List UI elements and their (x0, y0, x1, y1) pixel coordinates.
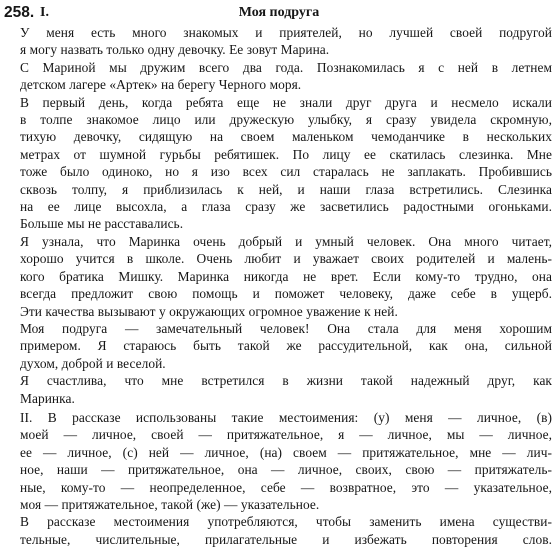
text-line: кого братика Мишку. Маринка никогда не врет. Если кому-то трудно, она (20, 268, 552, 284)
text-line: ные, кому-то — неопределенное, себе — возвратное, это — указательное, (20, 479, 552, 495)
part-one-marker: I. (40, 5, 49, 20)
text-line: метрах от шумной гурьбы ребятишек. По лицу ее скатилась слезинка. Мне (20, 146, 552, 162)
text-line: Эти качества вызывают у окружающих огромное уважение к ней. (20, 303, 398, 319)
text-line: В рассказе местоимения употребляются, чтобы заменить имена существи- (20, 514, 552, 530)
text-line: детском лагере «Артек» на берегу Черного моря. (20, 77, 302, 93)
text-line: хорошо учится в школе. Очень любит и уважает своих родителей и малень- (20, 251, 552, 267)
text-line: всегда предложит свою помощь и поможет человеку, даже себе в ущерб. (20, 286, 552, 302)
text-line: в толпе знакомое лицо или дружескую улыбку, я сразу увидела скромную, (20, 112, 552, 128)
text-line: духом, доброй и веселой. (20, 355, 166, 371)
exercise-body (20, 24, 552, 548)
exercise-header (4, 4, 554, 24)
text-line: тоже было одиноко, но я изо всех сил старалась не заплакать. Пробившись (20, 164, 552, 180)
text-line: моя — притяжательное, такой (же) — указательное. (20, 496, 320, 512)
text-line: примером. Я стараюсь быть такой же рассудительной, как она, сильной (20, 338, 552, 354)
text-line: Я счастлива, что мне встретился в жизни такой надежный друг, как (20, 373, 552, 389)
text-line: тихую девочку, сидящую на своем маленьком чемоданчике в нескольких (20, 129, 552, 145)
text-line: Моя подруга — замечательный человек! Она стала для меня хорошим (20, 320, 552, 336)
text-title: Моя подруга (238, 5, 320, 20)
text-line: на ее лице высохла, а глаза сразу же засветились радостными огоньками. (20, 199, 552, 215)
text-line: С Мариной мы дружим всего два года. Познакомилась я с ней в летнем (20, 59, 552, 75)
text-line: ее — личное, (с) ней — личное, (на) своем — притяжательное, мне — лич- (20, 444, 552, 460)
text-line: У меня есть много знакомых и приятелей, но лучшей своей подругой (20, 25, 552, 40)
text-line: моей — личное, своей — притяжательное, я — личное, мы — личное, (20, 427, 552, 443)
text-line: Я узнала, что Маринка очень добрый и умный человек. Она много читает, (20, 233, 552, 249)
text-line: сквозь толпу, я приблизилась к ней, и наши глаза встретились. Слезинка (20, 181, 552, 197)
text-line: тельные, числительные, прилагательные и избежать повторения слов. (20, 531, 552, 547)
text-line: Маринка. (20, 390, 75, 406)
text-line: я могу назвать только одну девочку. Ее зовут Марина. (20, 42, 330, 58)
exercise-number: 258. (4, 4, 35, 21)
text-line: В первый день, когда ребята еще не знали друг друга и несмело искали (20, 94, 552, 110)
text-line: II. В рассказе использованы такие местоимения: (у) меня — личное, (в) (20, 409, 552, 425)
text-line: Больше мы не расставались. (20, 216, 184, 232)
text-line: ное, наши — притяжательное, она — личное, своих, свою — притяжатель- (20, 462, 552, 478)
